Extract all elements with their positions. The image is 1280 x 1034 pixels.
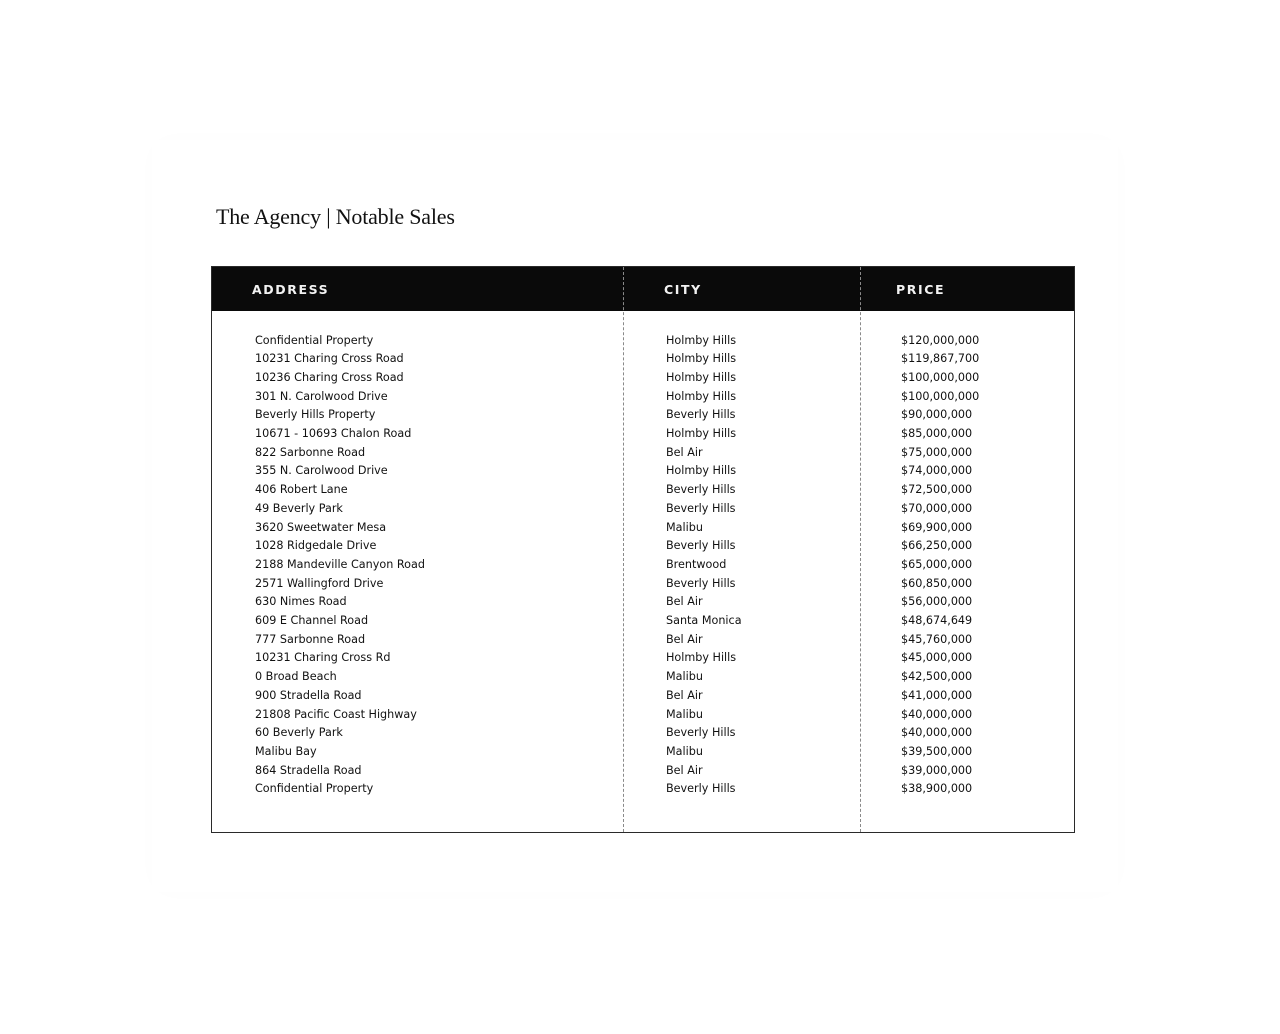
address-cell: 60 Beverly Park [255,726,343,740]
city-cell: Holmby Hills [666,464,737,478]
table-row [212,332,1074,351]
column-header-city: CITY [664,282,702,297]
address-cell: 406 Robert Lane [255,483,348,497]
price-cell: $45,760,000 [901,632,973,646]
table-row [212,537,1074,556]
address-cell: 864 Stradella Road [255,763,362,777]
price-cell: $75,000,000 [901,445,973,459]
city-cell: Holmby Hills [666,389,737,403]
city-cell: Bel Air [666,632,703,646]
price-cell: $65,000,000 [901,557,973,571]
address-cell: Confidential Property [255,333,374,347]
city-cell: Holmby Hills [666,333,737,347]
address-cell: Confidential Property [255,782,374,796]
city-cell: Beverly Hills [666,576,736,590]
table-row [212,444,1074,463]
table-row [212,762,1074,781]
table-row [212,743,1074,762]
table-row [212,556,1074,575]
table-row [212,369,1074,388]
price-cell: $39,000,000 [901,763,973,777]
table-row [212,649,1074,668]
city-cell: Bel Air [666,688,703,702]
city-cell: Brentwood [666,557,727,571]
price-cell: $85,000,000 [901,427,973,440]
city-cell: Bel Air [666,595,703,609]
address-cell: 10231 Charing Cross Rd [255,651,391,665]
table-row [212,406,1074,425]
city-cell: Holmby Hills [666,352,737,366]
table-row [212,724,1074,743]
address-cell: 900 Stradella Road [255,688,362,702]
city-cell: Holmby Hills [666,370,737,384]
price-cell: $100,000,000 [901,370,980,384]
price-cell: $40,000,000 [901,707,973,721]
city-cell: Beverly Hills [666,483,736,497]
city-cell: Beverly Hills [666,539,736,553]
price-cell: $90,000,000 [901,408,973,422]
table-row [212,575,1074,594]
price-cell: $60,850,000 [901,576,973,590]
price-cell: $38,900,000 [901,782,973,796]
city-cell: Bel Air [666,763,703,777]
city-cell: Malibu [666,670,703,684]
table-row [212,631,1074,650]
city-cell: Malibu [666,520,703,534]
city-cell: Malibu [666,744,703,758]
city-cell: Beverly Hills [666,726,736,740]
price-cell: $119,867,700 [901,352,980,366]
address-cell: 630 Nimes Road [255,595,347,609]
price-cell: $66,250,000 [901,539,973,553]
table-row [212,687,1074,706]
price-cell: $41,000,000 [901,688,973,702]
price-cell: $40,000,000 [901,726,973,740]
column-header-address: ADDRESS [252,282,330,297]
price-cell: $70,000,000 [901,501,973,515]
address-cell: 2188 Mandeville Canyon Road [255,557,425,571]
city-cell: Santa Monica [666,614,742,627]
price-cell: $74,000,000 [901,464,973,478]
address-cell: 49 Beverly Park [255,501,343,515]
address-cell: 2571 Wallingford Drive [255,576,384,590]
table-row [212,593,1074,612]
table-row [212,500,1074,519]
table-row [212,668,1074,687]
city-cell: Holmby Hills [666,651,737,665]
table-row [212,350,1074,369]
address-cell: 10671 - 10693 Chalon Road [255,427,412,440]
address-cell: 21808 Pacific Coast Highway [255,707,417,721]
city-cell: Beverly Hills [666,408,736,422]
city-cell: Beverly Hills [666,501,736,515]
table-row [212,388,1074,407]
address-cell: 10236 Charing Cross Road [255,370,404,384]
address-cell: 355 N. Carolwood Drive [255,464,388,478]
address-cell: 1028 Ridgedale Drive [255,539,377,553]
address-cell: Beverly Hills Property [255,408,376,422]
price-cell: $42,500,000 [901,670,973,684]
city-cell: Malibu [666,707,703,721]
price-cell: $100,000,000 [901,389,980,403]
column-header-price: PRICE [896,282,946,297]
city-cell: Bel Air [666,445,703,459]
address-cell: 777 Sarbonne Road [255,632,366,646]
sales-table [211,266,1075,833]
address-cell: 822 Sarbonne Road [255,445,366,459]
table-row [212,519,1074,538]
address-cell: 3620 Sweetwater Mesa [255,520,387,534]
city-cell: Holmby Hills [666,427,737,440]
table-row [212,481,1074,500]
address-cell: 0 Broad Beach [255,670,337,684]
table-row [212,780,1074,799]
address-cell: 609 E Channel Road [255,614,369,627]
price-cell: $48,674,649 [901,614,973,627]
price-cell: $39,500,000 [901,744,973,758]
price-cell: $45,000,000 [901,651,973,665]
price-cell: $56,000,000 [901,595,973,609]
table-row [212,425,1074,444]
table-header [212,267,1074,311]
table-row [212,706,1074,725]
city-cell: Beverly Hills [666,782,736,796]
table-row [212,462,1074,481]
address-cell: 10231 Charing Cross Road [255,352,404,366]
address-cell: Malibu Bay [255,744,317,758]
price-cell: $72,500,000 [901,483,973,497]
page-title: The Agency | Notable Sales [216,204,455,229]
address-cell: 301 N. Carolwood Drive [255,389,388,403]
price-cell: $69,900,000 [901,520,973,534]
table-row [212,612,1074,631]
price-cell: $120,000,000 [901,333,980,347]
